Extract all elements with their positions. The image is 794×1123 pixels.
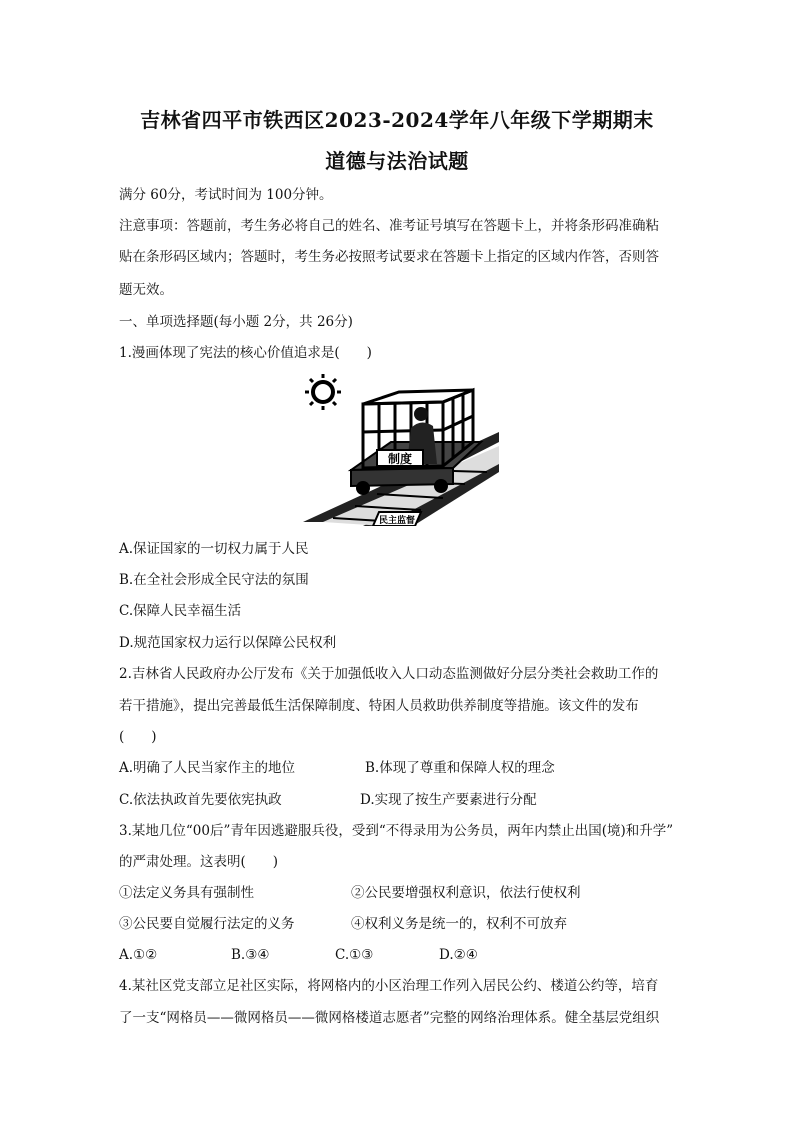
cartoon-illustration [303,372,499,526]
q2-option-c: C.依法执政首先要依宪执政 [119,792,282,808]
q2-option-b: B.体现了尊重和保障人权的理念 [365,760,555,776]
exam-title-line2: 道德与法治试题 [325,149,469,173]
q1-option-b: B.在全社会形成全民守法的氛围 [119,572,309,588]
cage-sign [377,450,423,466]
q2-stem-line-1: 2.吉林省人民政府办公厅发布《关于加强低收入人口动态监测做好分层分类社会救助工作的 [119,666,659,682]
track-sign-label: 民主监督 [378,516,416,526]
q2-stem-line-2: 若干措施》，提出完善最低生活保障制度、特困人员救助供养制度等措施。该文件的发布 [119,698,639,714]
q3-option-b: B.③④ [231,947,270,963]
q4-stem-line-1: 4.某社区党支部立足社区实际，将网格内的小区治理工作列入居民公约、楼道公约等，培育 [119,978,659,994]
q1-option-a: A.保证国家的一切权力属于人民 [119,541,309,557]
q2-option-a: A.明确了人民当家作主的地位 [119,760,296,776]
notice-line-1: 注意事项：答题前，考生务必将自己的姓名、准考证号填写在答题卡上，并将条形码准确粘 [119,218,659,234]
cage-sign-label: 制度 [387,452,413,466]
q2-option-d: D.实现了按生产要素进行分配 [360,792,537,808]
q3-statement-1: ①法定义务具有强制性 [119,885,254,901]
notice-line-3: 题无效。 [119,282,173,298]
q3-option-a: A.①② [119,947,158,963]
q3-option-d: D.②④ [439,947,478,963]
notice-line-2: 贴在条形码区域内；答题时，考生务必按照考试要求在答题卡上指定的区域内作答，否则答 [119,249,659,265]
q4-stem-line-2: 了一支“网格员——微网格员——微网格楼道志愿者”完整的网络治理体系。健全基层党组织 [119,1010,660,1026]
q3-statement-3: ③公民要自觉履行法定的义务 [119,916,295,932]
exam-title-line1: 吉林省四平市铁西区2023-2024学年八年级下学期期末 [140,108,654,132]
q3-statement-2: ②公民要增强权利意识，依法行使权利 [351,885,581,901]
q1-cartoon [303,372,499,526]
q3-statement-4: ④权利义务是统一的，权利不可放弃 [351,916,567,932]
q3-option-c: C.①③ [335,947,374,963]
q3-stem-line-1: 3.某地几位“00后”青年因逃避服兵役，受到“不得录用为公务员，两年内禁止出国(境)和升学” [119,823,674,839]
q1-stem: 1.漫画体现了宪法的核心价值追求是( ) [119,345,372,361]
q3-stem-line-2: 的严肃处理。这表明( ) [119,854,279,870]
score-time-note: 满分 60分，考试时间为 100分钟。 [119,187,333,203]
q2-stem-line-3: ( ) [119,729,157,745]
section-heading: 一、单项选择题(每小题 2分，共 26分) [119,314,353,330]
track-sign [373,512,421,526]
q1-option-d: D.规范国家权力运行以保障公民权利 [119,635,337,651]
sun-icon [305,374,341,410]
q1-option-c: C.保障人民幸福生活 [119,603,242,619]
